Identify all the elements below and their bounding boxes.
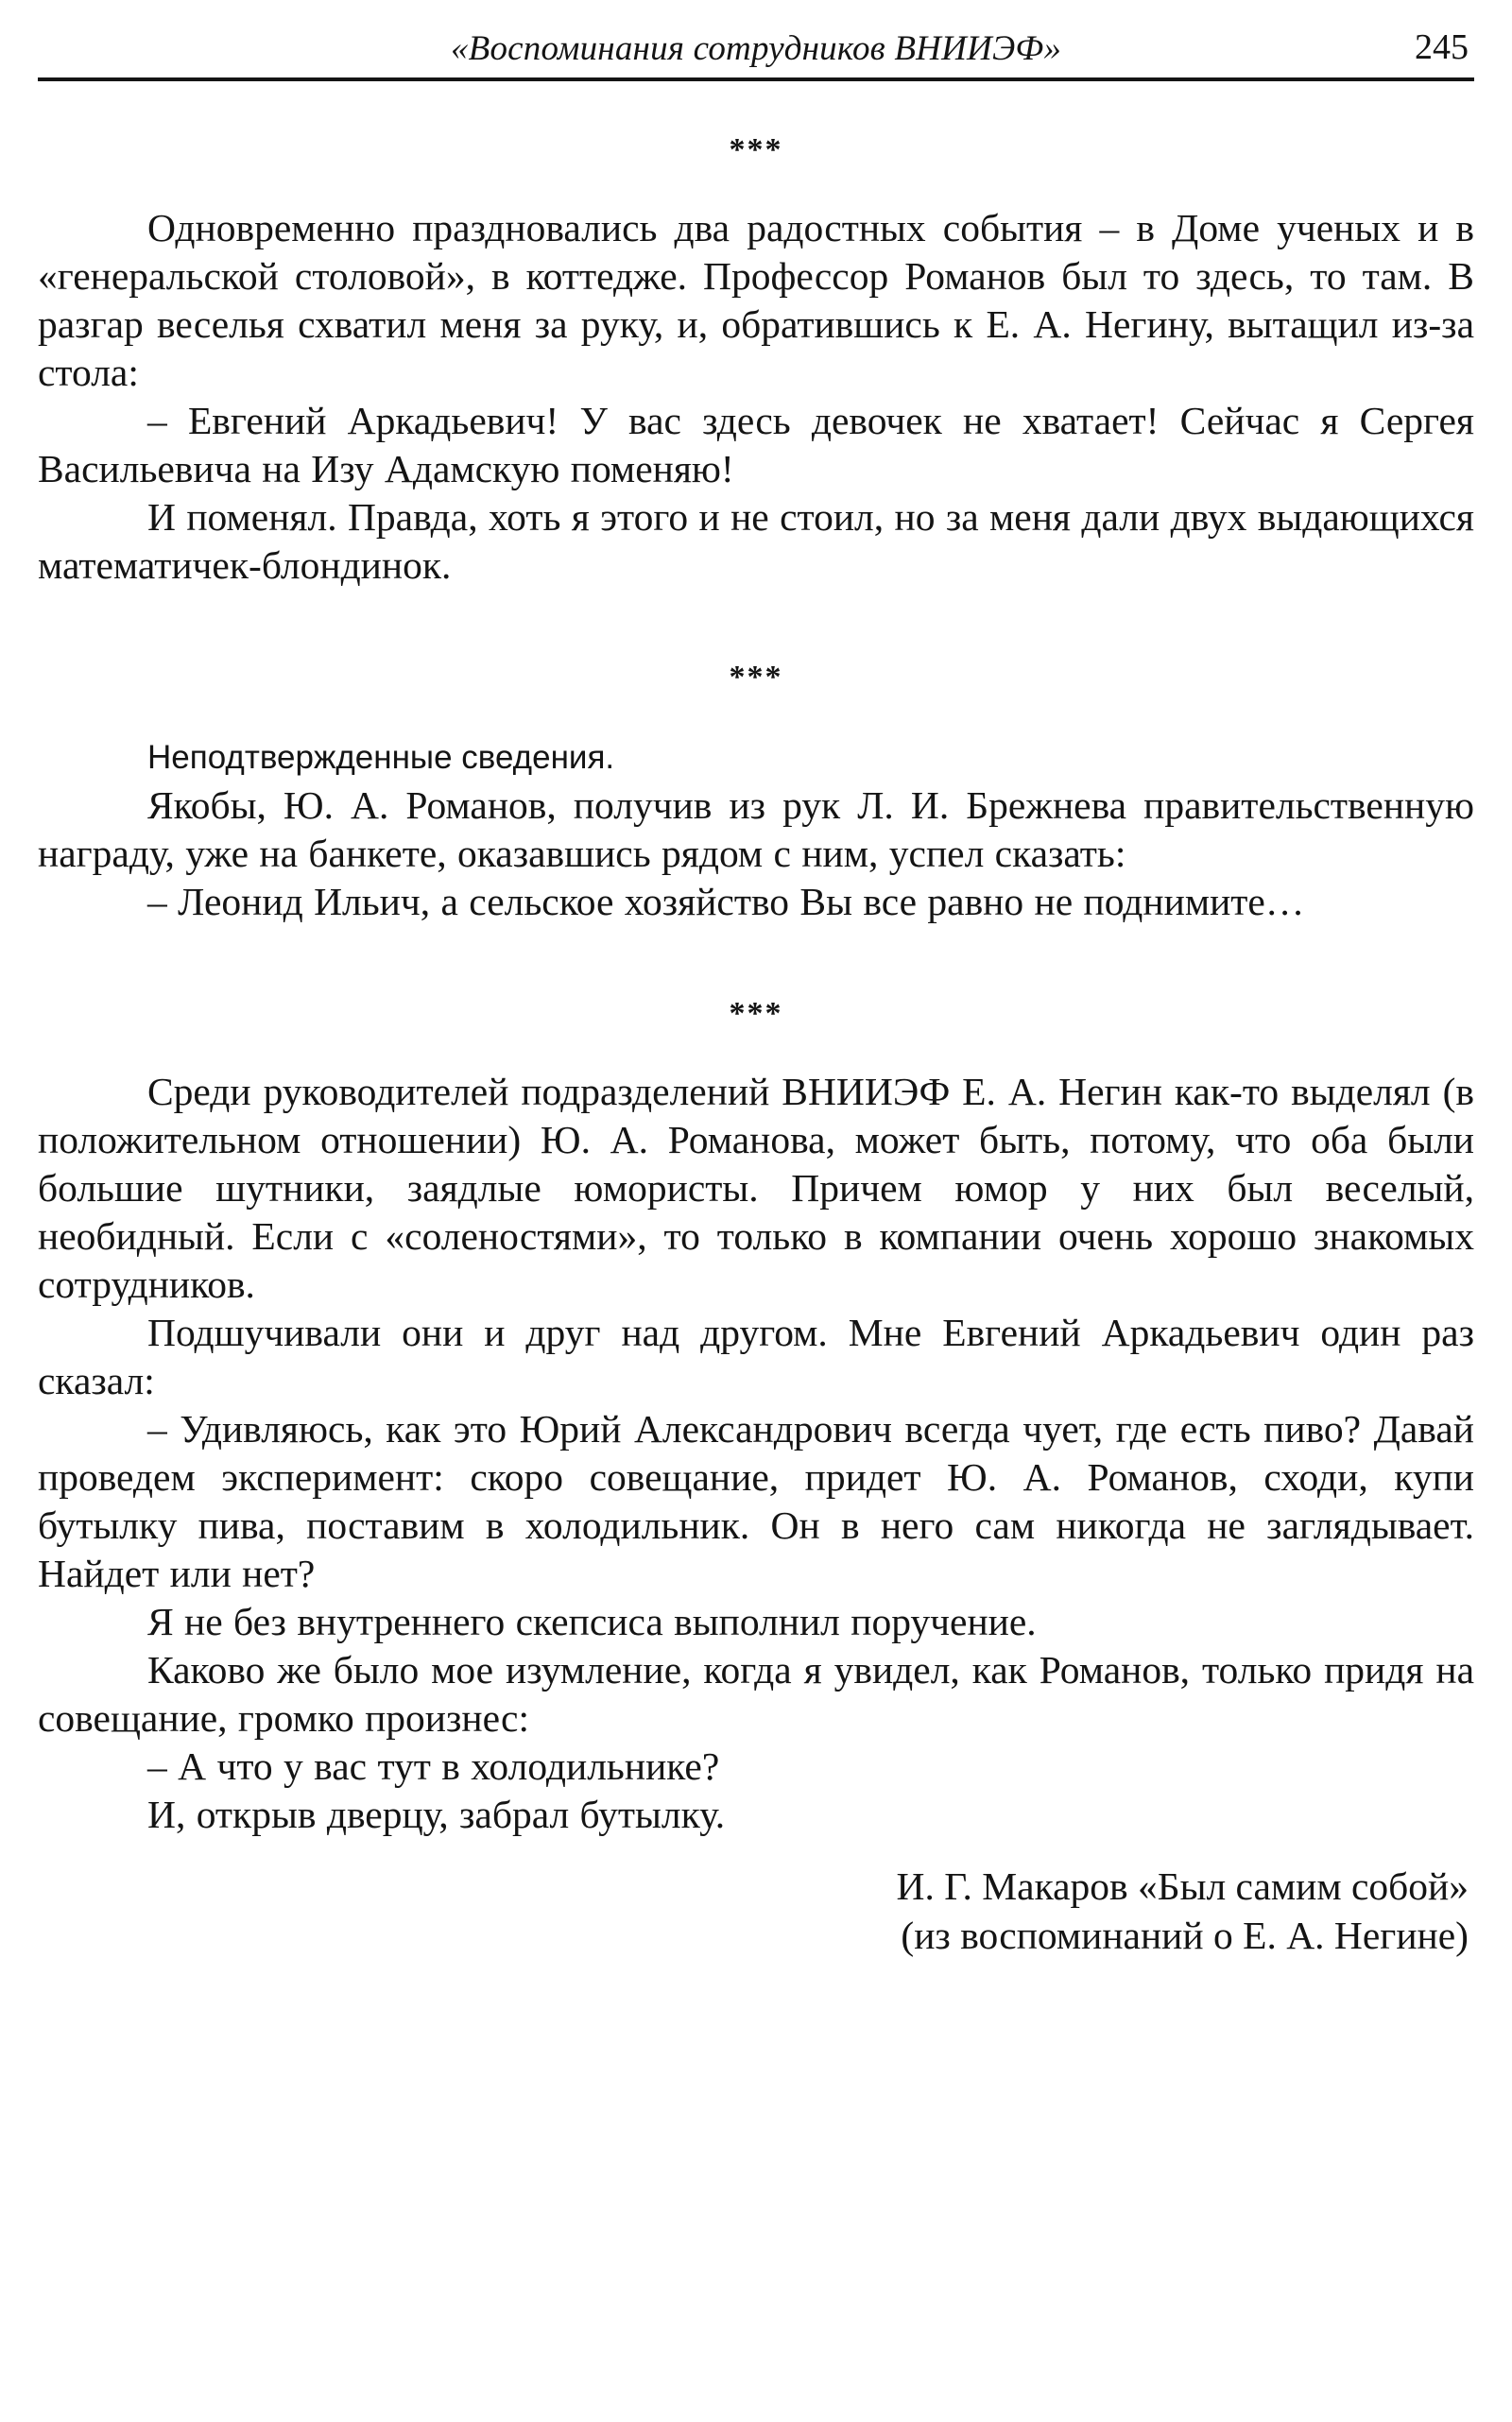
text-section — [38, 733, 1474, 926]
paragraph: И поменял. Правда, хоть я этого и не стоил, но за меня дали двух выдающихся математичек-блондинок. — [38, 495, 1474, 587]
paragraph: Каково же было мое изумление, когда я увидел, как Романов, только придя на совещание, громко произнес: — [38, 1648, 1474, 1740]
paragraph: Я не без внутреннего скепсиса выполнил поручение. — [147, 1600, 1037, 1643]
paragraph: – Леонид Ильич, а сельское хозяйство Вы все равно не поднимите… — [147, 880, 1305, 923]
paragraph: Среди руководителей подразделений ВНИИЭФ Е. А. Негин как-то выделял (в положительном отношении) Ю. А. Романова, может быть, потому, что оба были большие шутники, заядлые юмористы. Причем юмор у них был веселый, необидный. Если с «соленостями», то только в компании очень хорошо знакомых сотрудников. — [38, 1070, 1474, 1306]
attribution-line: И. Г. Макаров «Был самим собой» — [896, 1864, 1469, 1908]
section-divider: *** — [729, 660, 783, 695]
note-line: Неподтвержденные сведения. — [147, 739, 615, 776]
paragraph: И, открыв дверцу, забрал бутылку. — [147, 1793, 726, 1836]
section-divider: *** — [729, 132, 783, 167]
attribution-line: (из воспоминаний о Е. А. Негине) — [901, 1914, 1469, 1957]
text-section — [38, 1068, 1474, 1839]
section-divider: *** — [729, 996, 783, 1031]
book-page — [38, 0, 1474, 2422]
paragraph: Подшучивали они и друг над другом. Мне Евгений Аркадьевич один раз сказал: — [38, 1311, 1474, 1402]
paragraph: – Евгений Аркадьевич! У вас здесь девочек не хватает! Сейчас я Сергея Васильевича на Изу Адамскую поменяю! — [38, 399, 1474, 490]
running-title: «Воспоминания сотрудников ВНИИЭФ» — [450, 29, 1062, 68]
attribution — [896, 1862, 1469, 1960]
paragraph: – А что у вас тут в холодильнике? — [147, 1744, 720, 1788]
page-number: 245 — [1415, 27, 1469, 67]
page-header — [38, 23, 1474, 81]
paragraph: Одновременно праздновались два радостных события – в Доме ученых и в «генеральской столовой», в коттедже. Профессор Романов был то здесь, то там. В разгар веселья схватил меня за руку, и, обратившись к Е. А. Негину, вытащил из-за стола: — [38, 206, 1474, 394]
paragraph: – Удивляюсь, как это Юрий Александрович всегда чует, где есть пиво? Давай проведем эксперимент: скоро совещание, придет Ю. А. Романов, сходи, купи бутылку пива, поставим в холодильник. Он в него сам никогда не заглядывает. Найдет или нет? — [38, 1407, 1474, 1595]
paragraph: Якобы, Ю. А. Романов, получив из рук Л. И. Брежнева правительственную награду, уже на банкете, оказавшись рядом с ним, успел сказать: — [38, 783, 1474, 875]
text-section — [38, 204, 1474, 590]
